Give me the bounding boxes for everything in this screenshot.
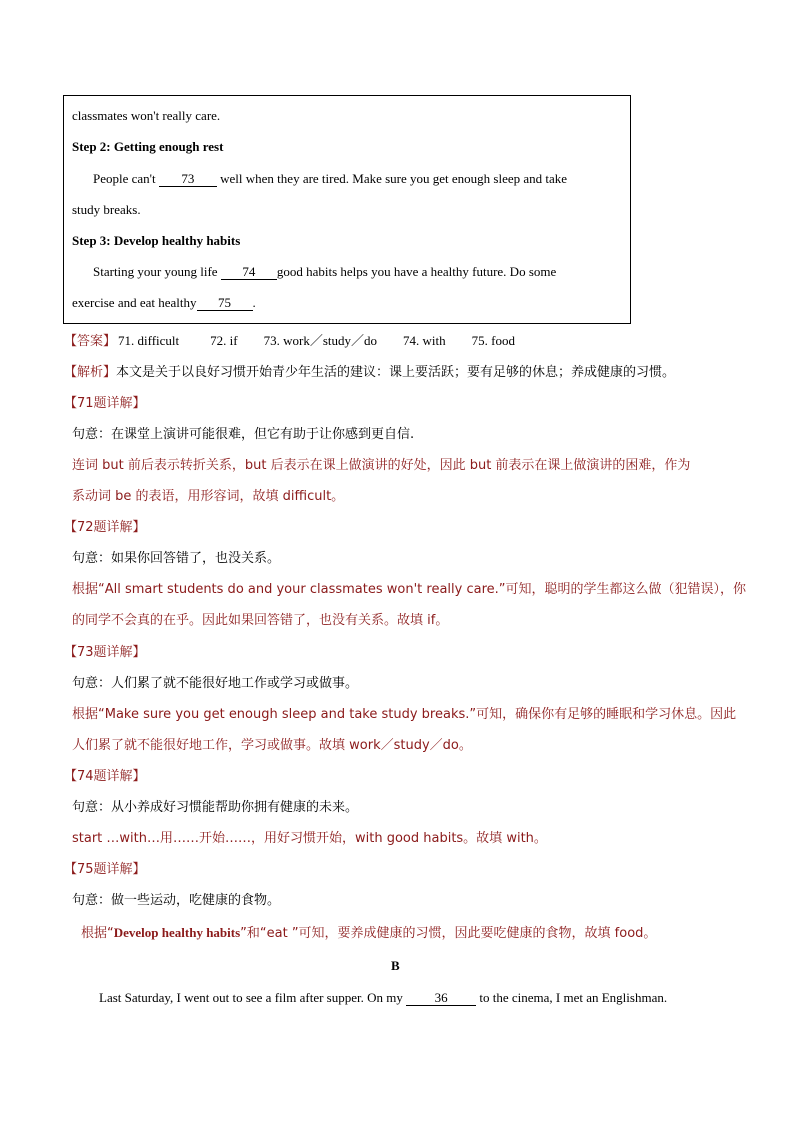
answer-tag: 【答案】 bbox=[64, 334, 117, 349]
q71-meaning: 句意：在课堂上演讲可能很难，但它有助于让你感到更自信. bbox=[72, 427, 415, 442]
q73-heading: 【73题详解】 bbox=[64, 645, 146, 660]
answer-line bbox=[64, 332, 515, 351]
q74-explanation-1: start …with…用……开始……，用好习惯开始，with good habits。故填 with。 bbox=[72, 831, 547, 846]
answer-72: 72. if bbox=[210, 333, 238, 348]
q73-meaning: 句意：人们累了就不能很好地工作或学习或做事。 bbox=[72, 676, 359, 691]
answer-71: 71. difficult bbox=[118, 333, 180, 348]
q72-heading: 【72题详解】 bbox=[64, 520, 146, 535]
q72-explanation-2: 的同学不会真的在乎。因此如果回答错了，也没有关系。故填 if。 bbox=[72, 613, 449, 628]
passage-line-1: classmates won't really care. bbox=[72, 108, 221, 123]
answer-73: 73. work／study／do bbox=[263, 333, 377, 348]
q72-meaning: 句意：如果你回答错了，也没关系。 bbox=[72, 551, 281, 566]
section-b-line-1: Last Saturday, I went out to see a film after supper. On my 36 to the cinema, I met an Englishman. bbox=[99, 990, 668, 1005]
q75-heading: 【75题详解】 bbox=[64, 862, 146, 877]
analysis-line: 【解析】本文是关于以良好习惯开始青少年生活的建议：课上要活跃；要有足够的休息；养成健康的习惯。 bbox=[64, 365, 676, 380]
step3-line-2: exercise and eat healthy 75 . bbox=[72, 295, 256, 310]
q71-explanation-2: 系动词 be 的表语，用形容词，故填 difficult。 bbox=[72, 489, 345, 504]
q74-heading: 【74题详解】 bbox=[64, 769, 146, 784]
step2-line-2: study breaks. bbox=[72, 202, 141, 217]
q74-meaning: 句意：从小养成好习惯能帮助你拥有健康的未来。 bbox=[72, 800, 359, 815]
step2-line: People can't 73 well when they are tired. Make sure you get enough sleep and take bbox=[93, 171, 568, 186]
step3-title: Step 3: Develop healthy habits bbox=[72, 233, 241, 248]
q75-meaning: 句意：做一些运动，吃健康的食物。 bbox=[72, 893, 281, 908]
step2-title: Step 2: Getting enough rest bbox=[72, 139, 224, 154]
step3-line: Starting your young life 74 good habits helps you have a healthy future. Do some bbox=[93, 264, 557, 279]
answer-75: 75. food bbox=[471, 333, 515, 348]
q73-explanation-2: 人们累了就不能很好地工作，学习或做事。故填 work／study／do。 bbox=[72, 738, 472, 753]
q71-explanation-1: 连词 but 前后表示转折关系，but 后表示在课上做演讲的好处，因此 but 前表示在课上做演讲的困难，作为 bbox=[72, 458, 691, 473]
analysis-tag: 【解析】 bbox=[64, 365, 117, 380]
section-b-title: B bbox=[391, 958, 400, 973]
q72-explanation-1: 根据“All smart students do and your classmates won't really care.”可知，聪明的学生都这么做（犯错误），你 bbox=[72, 582, 746, 597]
blank-74: 74 bbox=[221, 264, 277, 280]
q75-explanation-1: 根据“Develop healthy habits”和“eat ”可知，要养成健康的习惯，因此要吃健康的食物，故填 food。 bbox=[81, 925, 657, 941]
answer-74: 74. with bbox=[403, 333, 446, 348]
passage-box bbox=[63, 95, 631, 324]
blank-36: 36 bbox=[406, 990, 476, 1006]
q73-explanation-1: 根据“Make sure you get enough sleep and take study breaks.”可知，确保你有足够的睡眠和学习休息。因此 bbox=[72, 707, 737, 722]
blank-75: 75 bbox=[197, 295, 253, 311]
blank-73: 73 bbox=[159, 171, 217, 187]
q71-heading: 【71题详解】 bbox=[64, 396, 146, 411]
